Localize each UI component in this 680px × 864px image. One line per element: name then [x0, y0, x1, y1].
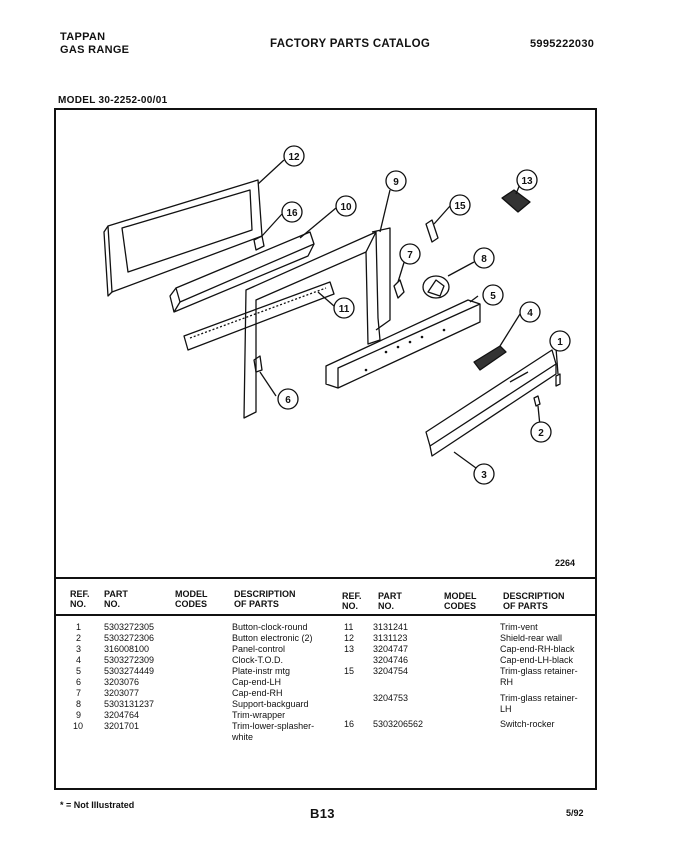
right-row-desc: Switch-rocker — [500, 719, 555, 729]
left-row-part: 316008100 — [104, 644, 150, 654]
left-row-part: 5303272305 — [104, 622, 155, 632]
right-row-ref: 15 — [344, 666, 355, 676]
right-row-ref: 11 — [344, 622, 354, 632]
left-row-ref: 5 — [76, 666, 82, 676]
header-description-left: DESCRIPTION OF PARTS — [234, 589, 296, 609]
left-row-ref: 9 — [76, 710, 82, 720]
not-illustrated-note: * = Not Illustrated — [60, 800, 135, 810]
callout-12-label: 12 — [288, 152, 300, 163]
left-row-desc: Panel-control — [232, 644, 286, 654]
right-row-ref: 16 — [344, 719, 355, 729]
table-top-line — [54, 577, 596, 579]
right-row-desc: Cap-end-LH-black — [500, 655, 574, 665]
left-row-ref: 10 — [73, 721, 84, 731]
callout-8-label: 8 — [481, 254, 487, 265]
catalog-title: FACTORY PARTS CATALOG — [270, 38, 431, 50]
left-row-ref: 3 — [76, 644, 82, 654]
left-row-ref: 8 — [76, 699, 82, 709]
callout-13-label: 13 — [521, 176, 533, 187]
header-ref-no-right: REF. NO. — [342, 591, 362, 611]
trim-vent-part — [184, 282, 334, 350]
left-row-desc: Clock-T.O.D. — [232, 655, 284, 665]
left-row-part: 3204764 — [104, 710, 140, 720]
header-model-codes-left: MODEL CODES — [175, 589, 208, 609]
right-row-desc: Trim-vent — [500, 622, 538, 632]
callout-6-label: 6 — [285, 395, 291, 406]
shield-rear-wall-part — [108, 180, 262, 292]
right-row-part: 3131241 — [373, 622, 409, 632]
callout-2-label: 2 — [538, 428, 544, 439]
callout-9-label: 9 — [393, 177, 399, 188]
left-row-part: 3201701 — [104, 721, 140, 731]
callout-11-label: 11 — [338, 304, 350, 315]
callout-4-label: 4 — [527, 308, 533, 319]
right-row-ref: 13 — [344, 644, 355, 654]
product-name: GAS RANGE — [60, 44, 130, 56]
right-row-desc: Shield-rear wall — [500, 633, 563, 643]
clock-part — [474, 346, 506, 370]
model-label: MODEL 30-2252-00/01 — [58, 95, 168, 106]
left-row-part: 5303272306 — [104, 633, 155, 643]
left-row-desc: Cap-end-LH — [232, 677, 282, 687]
right-row-part: 5303206562 — [373, 719, 424, 729]
callout-7-label: 7 — [407, 250, 413, 261]
cap-end-rh-part — [394, 280, 404, 298]
left-row-desc: Button electronic (2) — [232, 633, 313, 643]
left-row-desc: Trim-lower-splasher- white — [232, 721, 315, 742]
left-row-ref: 4 — [76, 655, 82, 665]
right-row-desc: Trim-glass retainer- LH — [500, 693, 578, 714]
header-part-no-right: PART NO. — [378, 591, 402, 611]
right-row-part: 3204753 — [373, 693, 409, 703]
left-row-desc: Trim-wrapper — [232, 710, 286, 720]
left-row-desc: Plate-instr mtg — [232, 666, 291, 676]
right-row-part: 3204746 — [373, 655, 409, 665]
figure-number: 2264 — [555, 558, 576, 568]
callout-3-label: 3 — [481, 470, 487, 481]
left-row-ref: 6 — [76, 677, 82, 687]
callout-16-label: 16 — [286, 208, 298, 219]
right-row-part: 3204747 — [373, 644, 409, 654]
callout-10-label: 10 — [340, 202, 352, 213]
left-row-part: 3203076 — [104, 677, 140, 687]
left-row-part: 5303131237 — [104, 699, 155, 709]
left-row-desc: Button-clock-round — [232, 622, 308, 632]
callout-1-label: 1 — [557, 337, 563, 348]
trim-wrapper-part — [372, 228, 390, 330]
page-code: B13 — [310, 806, 335, 821]
left-row-desc: Cap-end-RH — [232, 688, 283, 698]
left-row-ref: 2 — [76, 633, 82, 643]
brand-name: TAPPAN — [60, 31, 106, 43]
header-ref-no-left: REF. NO. — [70, 589, 90, 609]
header-description-right: DESCRIPTION OF PARTS — [503, 591, 565, 611]
button-electronic-part — [534, 396, 540, 406]
right-row-ref: 12 — [344, 633, 355, 643]
left-row-part: 3203077 — [104, 688, 140, 698]
revision-date: 5/92 — [566, 808, 584, 818]
trim-glass-retainer-part — [426, 220, 438, 242]
table-header-line — [54, 614, 596, 616]
header-model-codes-right: MODEL CODES — [444, 591, 477, 611]
cap-end-lh-part — [254, 356, 262, 372]
right-row-desc: Cap-end-RH-black — [500, 644, 575, 654]
left-row-desc: Support-backguard — [232, 699, 309, 709]
right-row-desc: Trim-glass retainer- RH — [500, 666, 578, 687]
left-row-part: 5303274449 — [104, 666, 155, 676]
header-part-no-left: PART NO. — [104, 589, 128, 609]
callout-5-label: 5 — [490, 291, 496, 302]
right-row-part: 3131123 — [373, 633, 408, 643]
button-clock-part — [556, 374, 560, 386]
callout-15-label: 15 — [454, 201, 466, 212]
right-row-part: 3204754 — [373, 666, 409, 676]
support-backguard-part — [244, 232, 380, 418]
left-row-ref: 7 — [76, 688, 82, 698]
left-row-ref: 1 — [76, 622, 82, 632]
catalog-number: 5995222030 — [530, 38, 595, 50]
left-row-part: 5303272309 — [104, 655, 155, 665]
